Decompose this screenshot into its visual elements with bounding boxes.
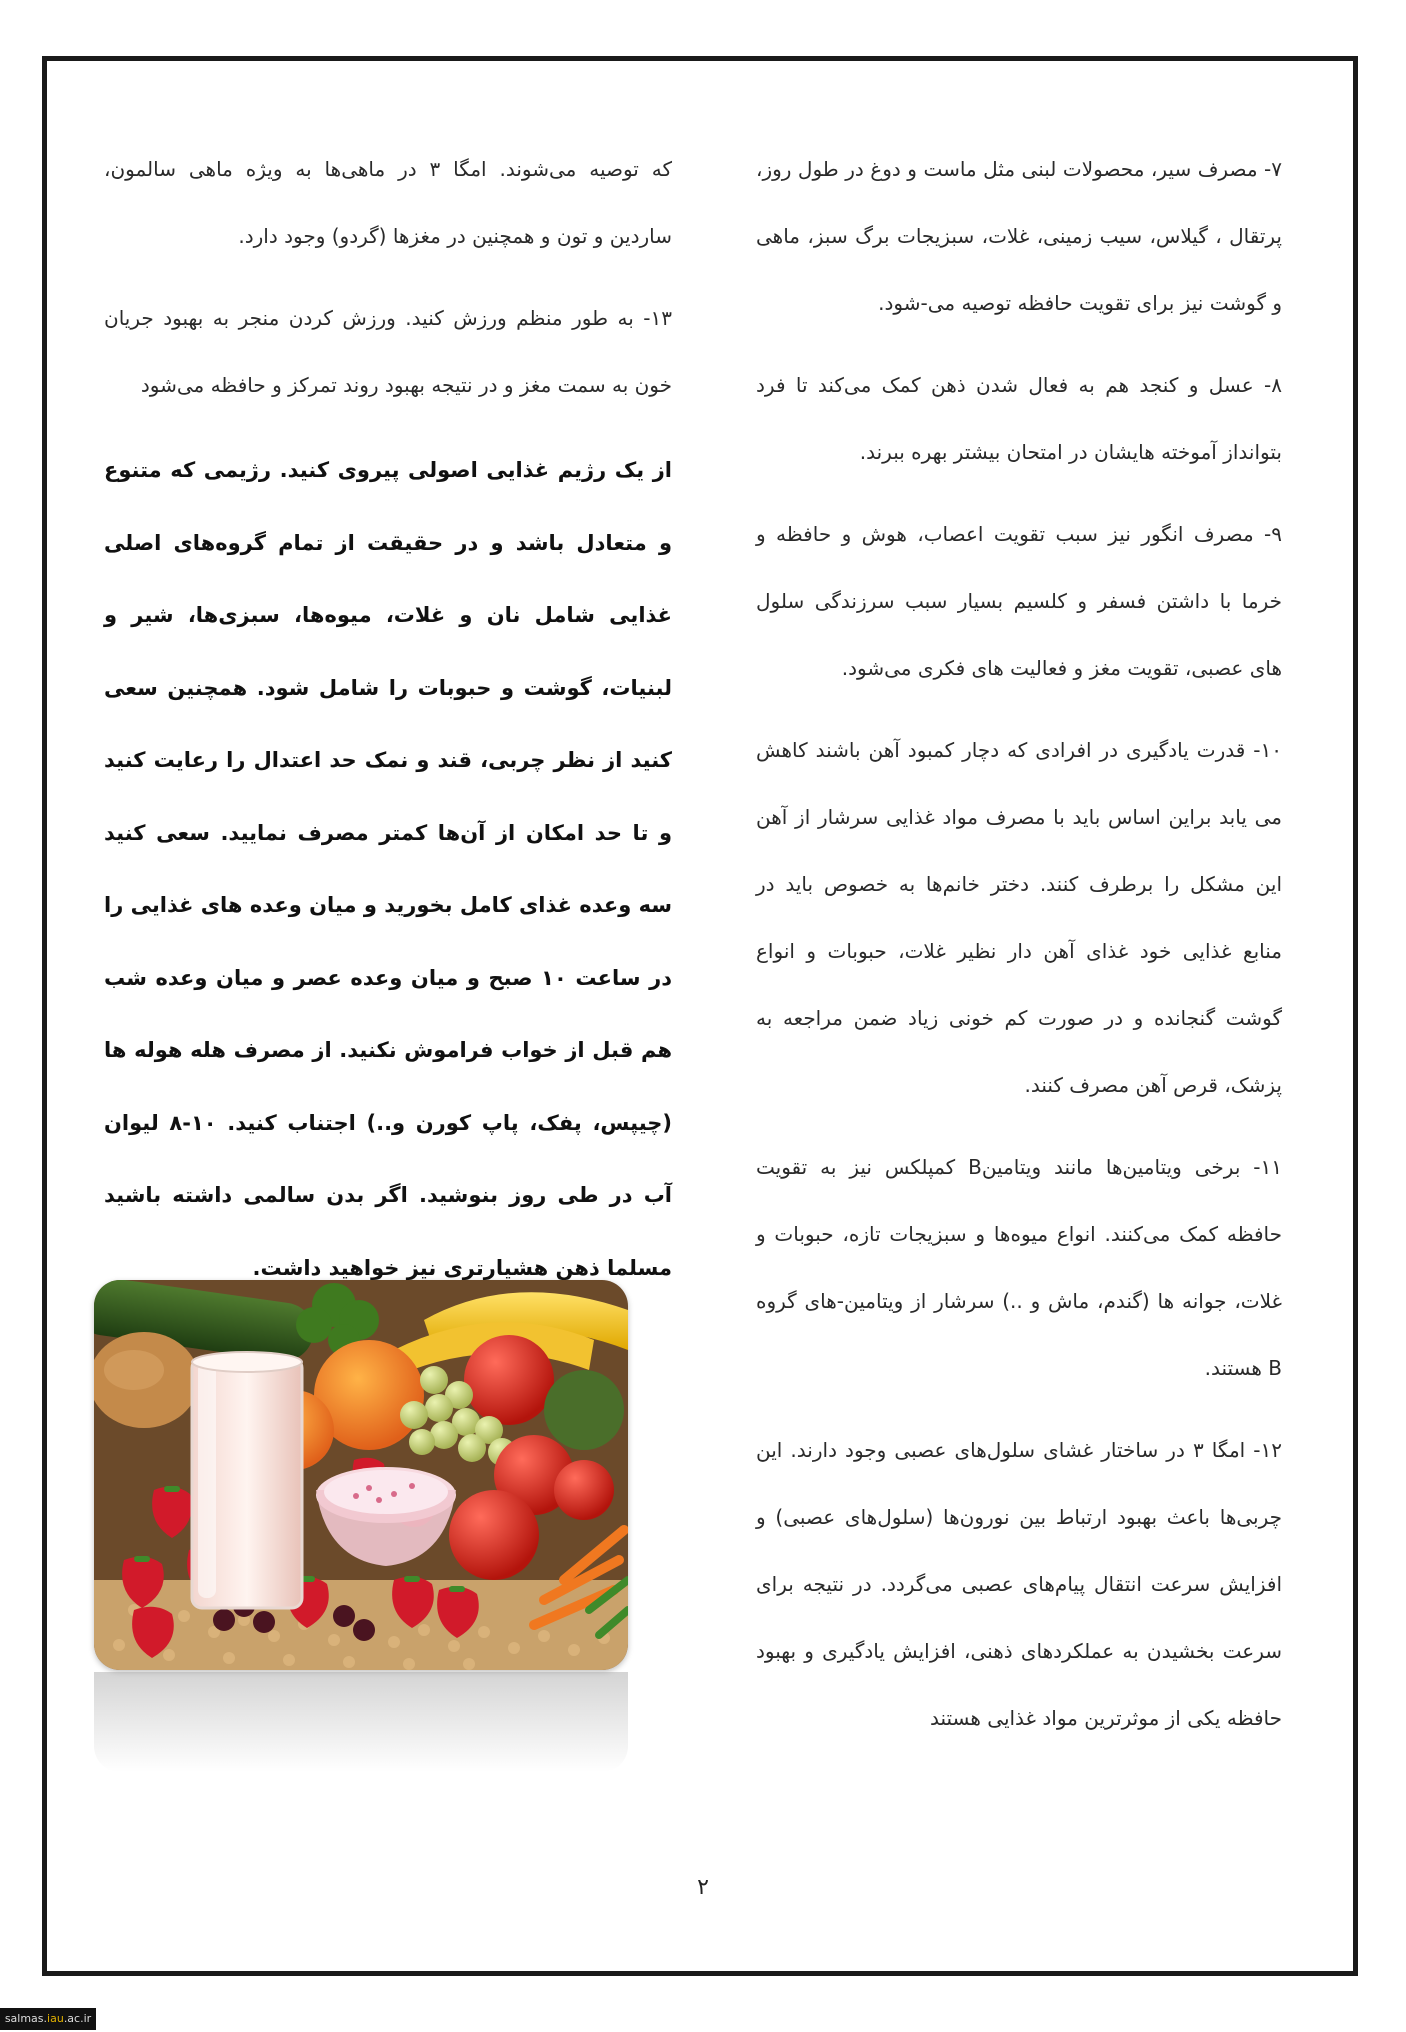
paragraph-omega3-continuation: که توصیه می‌شوند. امگا ۳ در ماهی‌ها به ویژه ماهی سالمون، ساردین و تون و همچنین در مغزها (گردو) وجود دارد.: [104, 157, 672, 248]
paragraph-diet-advice: از یک رژیم غذایی اصولی پیروی کنید. رژیمی که متنوع و متعادل باشد و در حقیقت از تمام گروه‌های اصلی غذایی شامل نان و غلات، میوه‌ها، سبزی‌ها، شیر و لبنیات، گوشت و حبوبات را شامل شود. همچنین سعی کنید از نظر چربی، قند و نمک حد اعتدال را رعایت کنید و تا حد امکان از آن‌ها کمتر مصرف نمایید. سعی کنید سه وعده غذای کامل بخورید و میان وعده های غذایی را در ساعت ۱۰ صبح و میان وعده عصر و میان وعده شب هم قبل از خواب فراموش نکنید. از مصرف هله هوله ها (چیپس، پفک، پاپ کورن و..) اجتناب کنید. ۱۰-۸ لیوان آب در طی روز بنوشید. اگر بدن سالمی داشته باشید مسلما ذهن هشیارتری نیز خواهید داشت.: [104, 458, 672, 1280]
watermark-accent: iau: [47, 2012, 64, 2025]
paragraph-item-13: ۱۳- به طور منظم ورزش کنید. ورزش کردن منجر به بهبود جریان خون به سمت مغز و در نتیجه بهبود روند تمرکز و حافظه می‌شود: [104, 306, 672, 397]
site-watermark: [0, 2008, 96, 2030]
paragraph-item-7: ۷- مصرف سیر، محصولات لبنی مثل ماست و دوغ در طول روز، پرتقال ، گیلاس، سیب زمینی، غلات، سبزیجات برگ سبز، ماهی و گوشت نیز برای تقویت حافظه توصیه می-شود.: [756, 157, 1282, 315]
photo-reflection: [94, 1672, 628, 1772]
watermark-prefix: salmas.: [4, 2012, 48, 2025]
page-number: ۲: [697, 1875, 709, 1900]
fruits-and-milk-photo: [94, 1280, 628, 1670]
paragraph-item-8: ۸- عسل و کنجد هم به فعال شدن ذهن کمک می‌کند تا فرد بتوانداز آموخته هایشان در امتحان بیشتر بهره ببرند.: [756, 373, 1282, 464]
right-column: [756, 136, 1282, 1767]
paragraph-item-12: ۱۲- امگا ۳ در ساختار غشای سلول‌های عصبی وجود دارند. این چربی‌ها باعث بهبود ارتباط بین نورون‌ها (سلول‌های عصبی) و افزایش سرعت انتقال پیام‌های عصبی می‌گردد. در نتیجه برای سرعت بخشیدن به عملکردهای ذهنی، افزایش یادگیری و بهبود حافظه یکی از موثرترین مواد غذایی هستند: [756, 1438, 1282, 1730]
paragraph-item-9: ۹- مصرف انگور نیز سبب تقویت اعصاب، هوش و حافظه و خرما با داشتن فسفر و کلسیم بسیار سبب سرزندگی سلول های عصبی، تقویت مغز و فعالیت های فکری می‌شود.: [756, 522, 1282, 680]
paragraph-item-11: ۱۱- برخی ویتامین‌ها مانند ویتامینB کمپلکس نیز به تقویت حافظه کمک می‌کنند. انواع میوه‌ها و سبزیجات تازه، حبوبات و غلات، جوانه ها (گندم، ماش و ..) سرشار از ویتامین-های گروه B هستند.: [756, 1155, 1282, 1380]
watermark-suffix: .ac.ir: [63, 2012, 92, 2025]
paragraph-item-10: ۱۰- قدرت یادگیری در افرادی که دچار کمبود آهن باشند کاهش می یابد براین اساس باید با مصرف مواد غذایی سرشار از آهن این مشکل را برطرف کنند. دختر خانم‌ها به خصوص باید در منابع غذایی خود غذای آهن دار نظیر غلات، حبوبات و انواع گوشت گنجانده و در صورت کم خونی زیاد ضمن مراجعه به پزشک، قرص آهن مصرف کنند.: [756, 738, 1282, 1097]
left-column: [104, 136, 672, 1319]
